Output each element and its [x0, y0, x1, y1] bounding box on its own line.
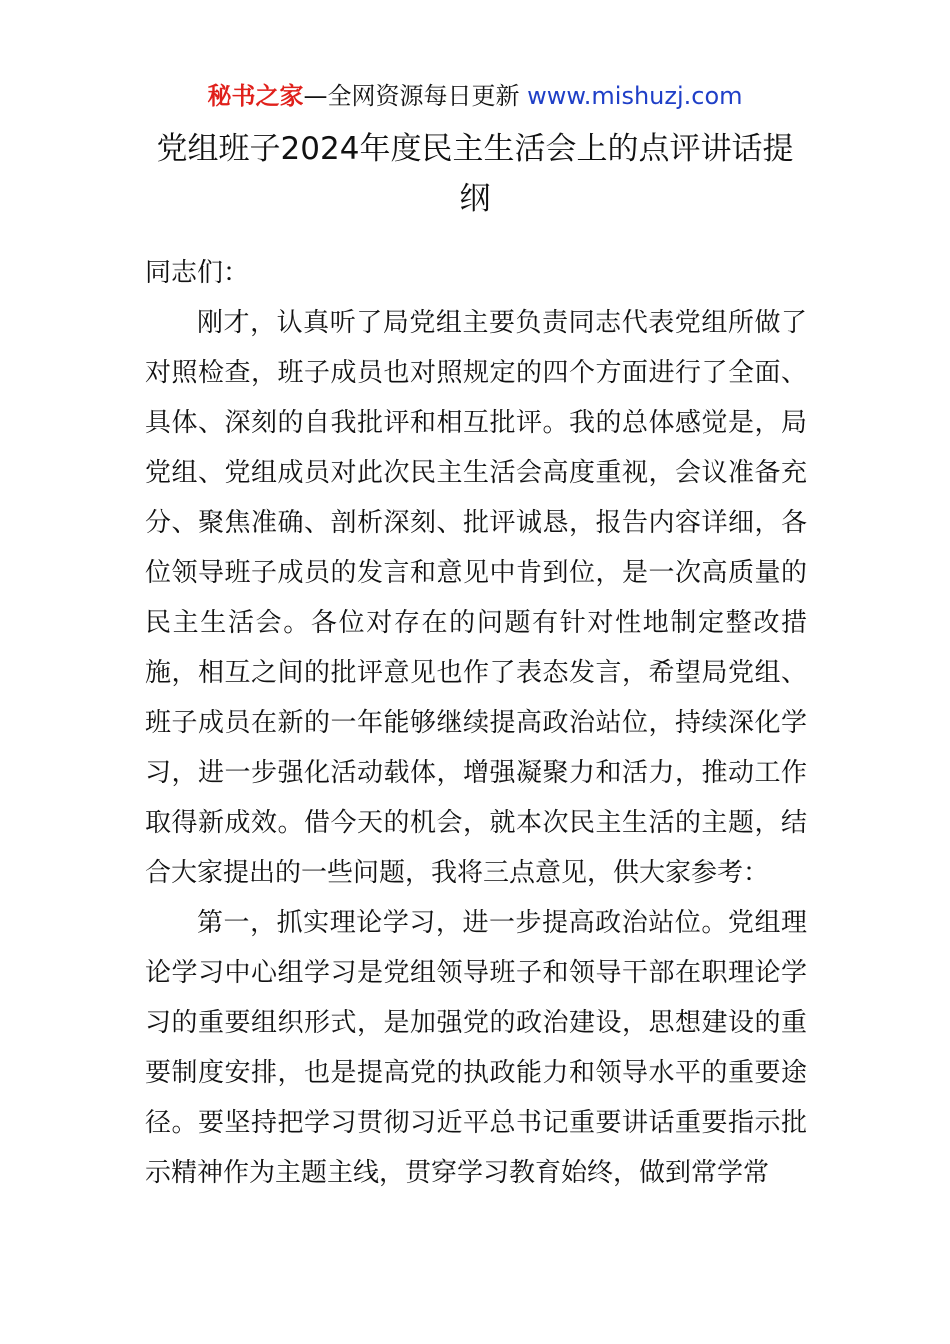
salutation: 同志们：: [145, 258, 250, 288]
brand-name: 秘书之家: [207, 82, 304, 110]
paragraph-point-one: 第一，抓实理论学习，进一步提高政治站位。党组理论学习中心组学习是党组领导班子和领导干部在职理论学习的重要组织形式，是加强党的政治建设，思想建设的重要制度安排，也是提高党的执政能力和领导水平的重要途径。要坚持把学习贯彻习近平总书记重要讲话重要指示批示精神作为主题主线，贯穿学习教育始终，做到常学常: [145, 908, 807, 1188]
document-body: [145, 248, 807, 1198]
paragraph-opening: 刚才，认真听了局党组主要负责同志代表党组所做了对照检查，班子成员也对照规定的四个方面进行了全面、具体、深刻的自我批评和相互批评。我的总体感觉是，局党组、党组成员对此次民主生活会高度重视，会议准备充分、聚焦准确、剖析深刻、批评诚恳，报告内容详细，各位领导班子成员的发言和意见中肯到位，是一次高质量的民主生活会。各位对存在的问题有针对性地制定整改措施，相互之间的批评意见也作了表态发言，希望局党组、班子成员在新的一年能够继续提高政治站位，持续深化学习，进一步强化活动载体，增强凝聚力和活力，推动工作取得新成效。借今天的机会，就本次民主生活的主题，结合大家提出的一些问题，我将三点意见，供大家参考：: [145, 308, 807, 888]
document-title: 党组班子2024年度民主生活会上的点评讲话提纲: [156, 131, 794, 217]
site-url-link[interactable]: www.mishuzj.com: [527, 82, 743, 110]
site-tagline: —全网资源每日更新: [303, 82, 528, 110]
site-header: [0, 80, 950, 112]
